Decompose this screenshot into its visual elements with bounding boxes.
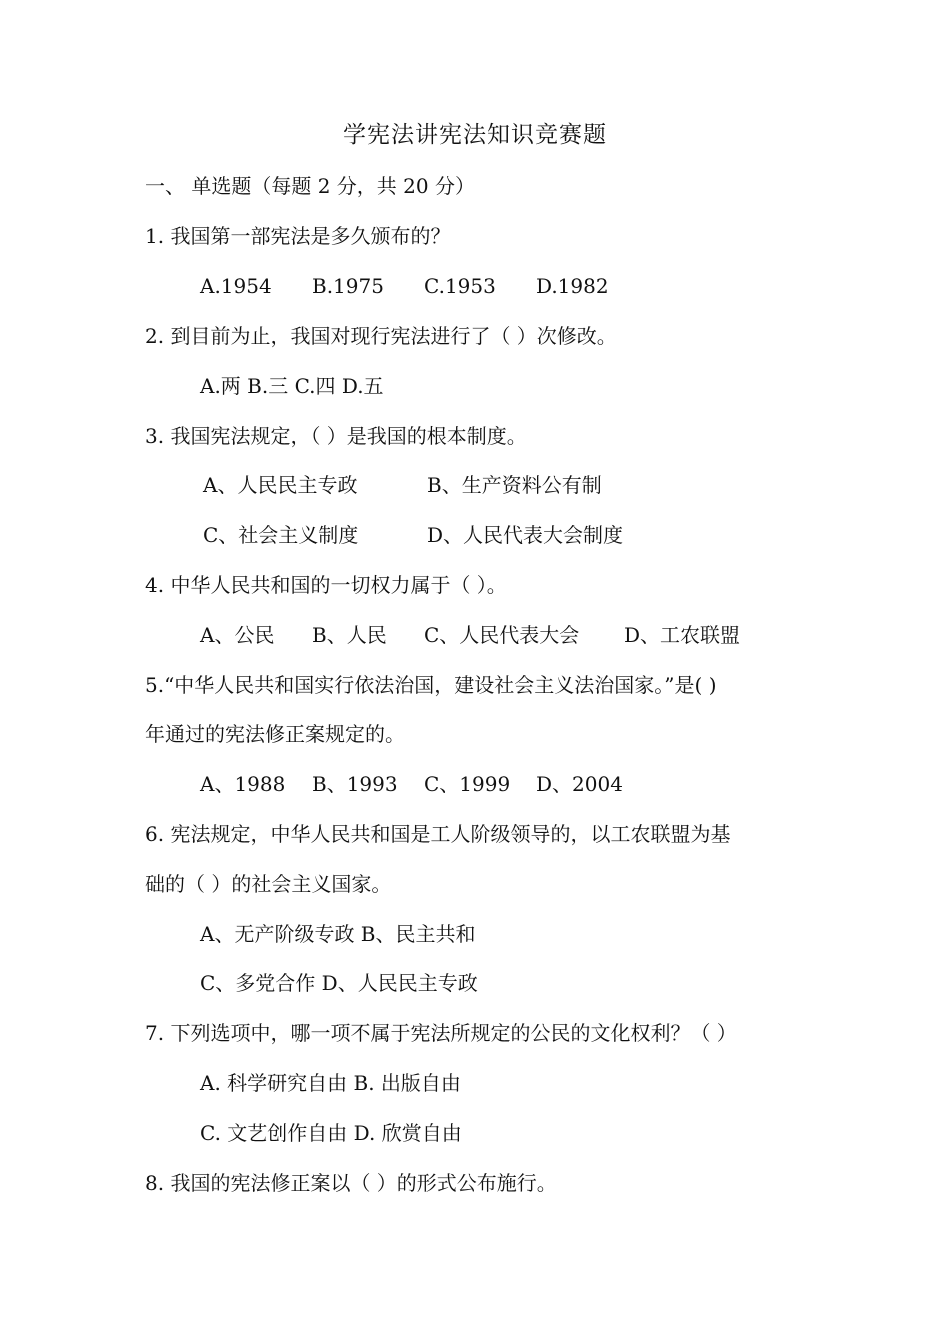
question-4-options: [200, 621, 740, 649]
option-d: D、2004: [536, 772, 623, 796]
option-a: A.1954: [200, 274, 272, 298]
question-5-options: [200, 770, 623, 798]
option-a: A、公民: [200, 623, 275, 647]
question-4: 4. 中华人民共和国的一切权力属于（ ）。: [145, 573, 507, 597]
question-6-options-row-2: C、多党合作 D、人民民主专政: [200, 971, 478, 995]
question-7-options-row-2: C. 文艺创作自由 D. 欣赏自由: [200, 1121, 462, 1145]
question-1: 1. 我国第一部宪法是多久颁布的？: [145, 224, 451, 248]
question-1-options: [200, 272, 609, 300]
question-5-line-1: 5.“中华人民共和国实行依法治国，建设社会主义法治国家。”是( ): [145, 673, 717, 697]
option-b: B、生产资料公有制: [427, 473, 602, 497]
option-b: B、1993: [312, 772, 398, 796]
option-d: D、工农联盟: [624, 623, 741, 647]
question-2-options: A.两 B.三 C.四 D.五: [200, 374, 384, 398]
question-6-line-1: 6. 宪法规定，中华人民共和国是工人阶级领导的，以工农联盟为基: [145, 822, 731, 846]
question-7: 7. 下列选项中，哪一项不属于宪法所规定的公民的文化权利？（ ）: [145, 1021, 737, 1045]
document-title: 学宪法讲宪法知识竞赛题: [343, 122, 607, 148]
option-d: D、人民代表大会制度: [427, 523, 624, 547]
option-a: A、人民民主专政: [203, 473, 358, 497]
question-5-line-2: 年通过的宪法修正案规定的。: [145, 722, 405, 746]
question-3: 3. 我国宪法规定，（ ）是我国的根本制度。: [145, 424, 527, 448]
option-d: D.1982: [536, 274, 609, 298]
section-heading: 一、 单选题（每题 2 分，共 20 分）: [145, 174, 475, 198]
question-3-options-row-2: [203, 521, 623, 549]
option-a: A、1988: [200, 772, 286, 796]
question-8: 8. 我国的宪法修正案以（ ）的形式公布施行。: [145, 1171, 557, 1195]
question-6-line-2: 础的（ ）的社会主义国家。: [145, 872, 392, 896]
option-c: C、人民代表大会: [424, 623, 580, 647]
option-c: C.1953: [424, 274, 496, 298]
question-3-options-row-1: [203, 471, 602, 499]
question-6-options-row-1: A、无产阶级专政 B、民主共和: [200, 922, 476, 946]
option-b: B.1975: [312, 274, 384, 298]
question-2: 2. 到目前为止，我国对现行宪法进行了（ ）次修改。: [145, 324, 617, 348]
option-c: C、社会主义制度: [203, 523, 359, 547]
option-b: B、人民: [312, 623, 387, 647]
option-c: C、1999: [424, 772, 511, 796]
question-7-options-row-1: A. 科学研究自由 B. 出版自由: [200, 1071, 461, 1095]
